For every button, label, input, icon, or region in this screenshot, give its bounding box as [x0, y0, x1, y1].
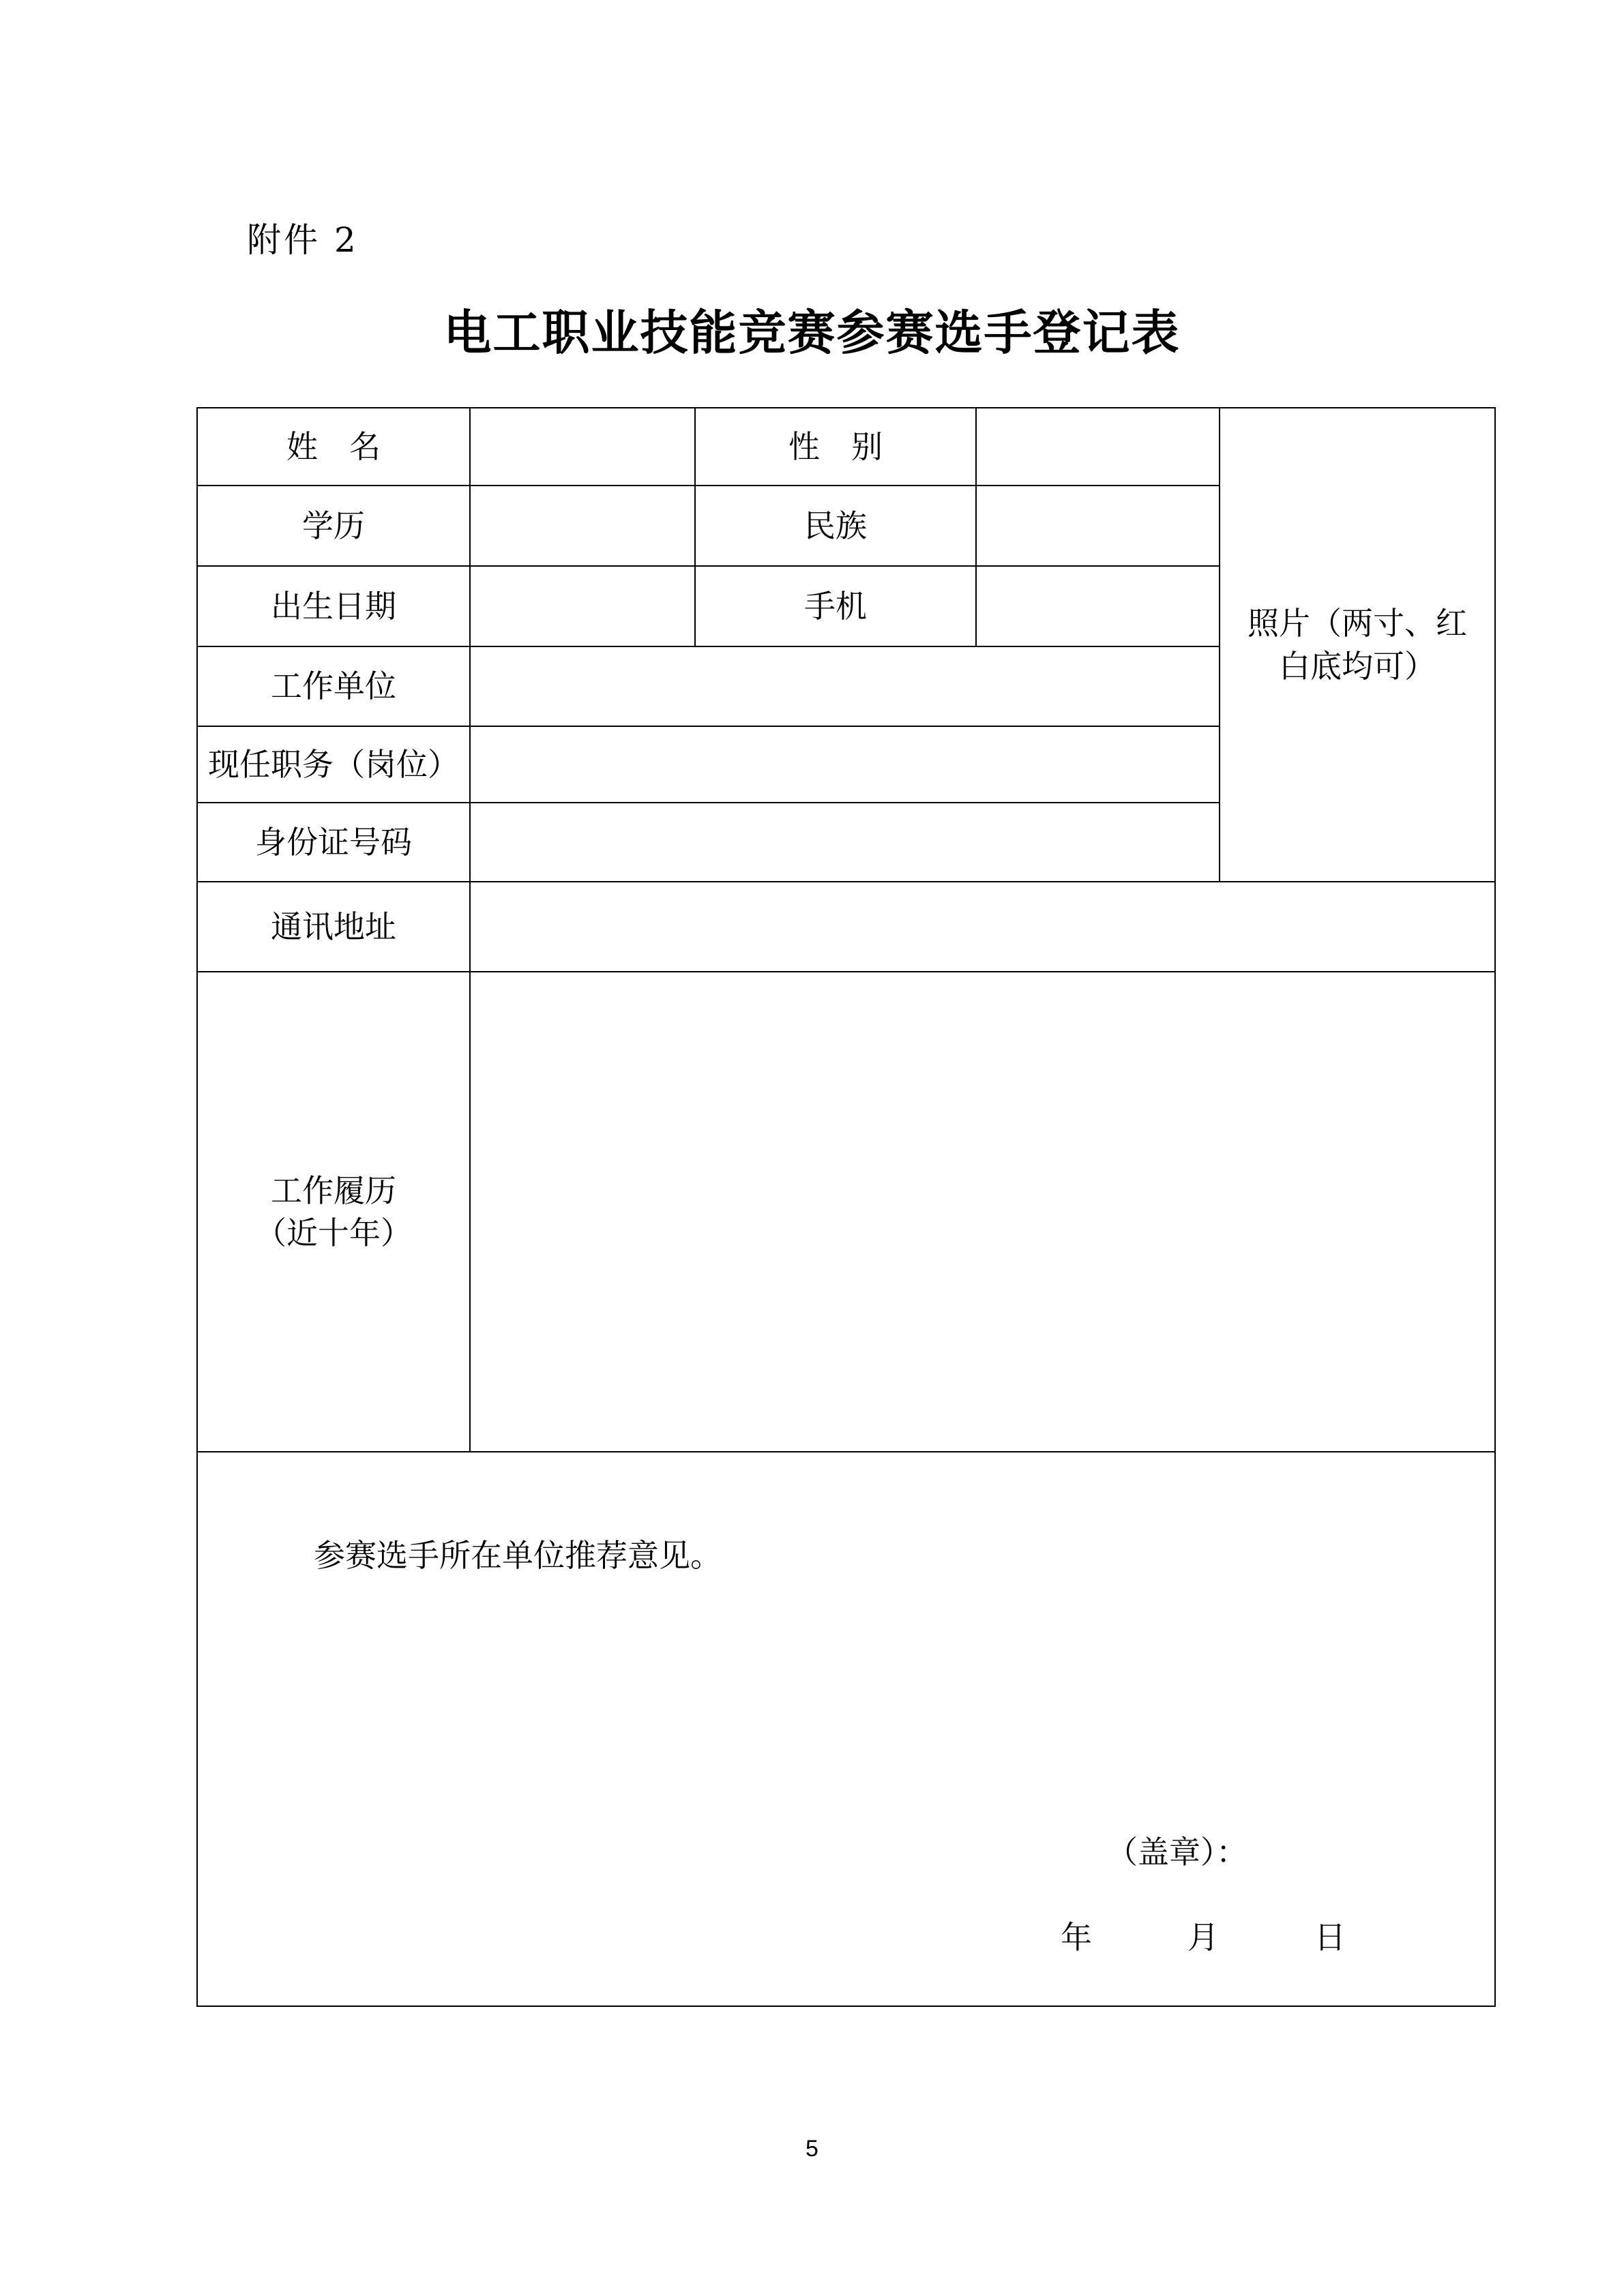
- work-history-label: [197, 972, 470, 1452]
- date-year: 年: [1061, 1919, 1092, 1956]
- page-title: 电工职业技能竞赛参赛选手登记表: [443, 305, 1181, 361]
- page-number: 5: [806, 2136, 818, 2162]
- date-month: 月: [1187, 1919, 1219, 1956]
- birthdate-label: 出生日期: [197, 566, 470, 646]
- education-label: 学历: [197, 486, 470, 566]
- position-label: 现任职务（岗位）: [197, 726, 470, 803]
- name-label: 姓 名: [197, 408, 470, 486]
- employer-field[interactable]: [470, 646, 1220, 726]
- address-label: 通讯地址: [197, 882, 470, 972]
- registration-form: [196, 407, 1496, 2007]
- date-day: 日: [1314, 1919, 1346, 1956]
- gender-label: 性 别: [695, 408, 976, 486]
- education-field[interactable]: [470, 486, 695, 566]
- ethnicity-label: 民族: [695, 486, 976, 566]
- address-field[interactable]: [470, 882, 1495, 972]
- id-number-label: 身份证号码: [197, 803, 470, 882]
- work-history-title: 工作履历: [271, 1172, 396, 1209]
- photo-placeholder[interactable]: 照片（两寸、红白底均可）: [1220, 408, 1495, 882]
- position-field[interactable]: [470, 726, 1220, 803]
- seal-label: （盖章）：: [1106, 1834, 1247, 1870]
- work-history-field[interactable]: [470, 972, 1495, 1452]
- birthdate-field[interactable]: [470, 566, 695, 646]
- recommendation-section[interactable]: [197, 1452, 1495, 2006]
- ethnicity-field[interactable]: [976, 486, 1220, 566]
- employer-label: 工作单位: [197, 646, 470, 726]
- date-line: [1061, 1916, 1346, 1958]
- recommendation-text: 参赛选手所在单位推荐意见。: [314, 1537, 722, 1574]
- phone-label: 手机: [695, 566, 976, 646]
- id-number-field[interactable]: [470, 803, 1220, 882]
- attachment-label: 附件 2: [247, 220, 359, 260]
- work-history-subtitle: （近十年）: [255, 1214, 412, 1251]
- phone-field[interactable]: [976, 566, 1220, 646]
- gender-field[interactable]: [976, 408, 1220, 486]
- name-field[interactable]: [470, 408, 695, 486]
